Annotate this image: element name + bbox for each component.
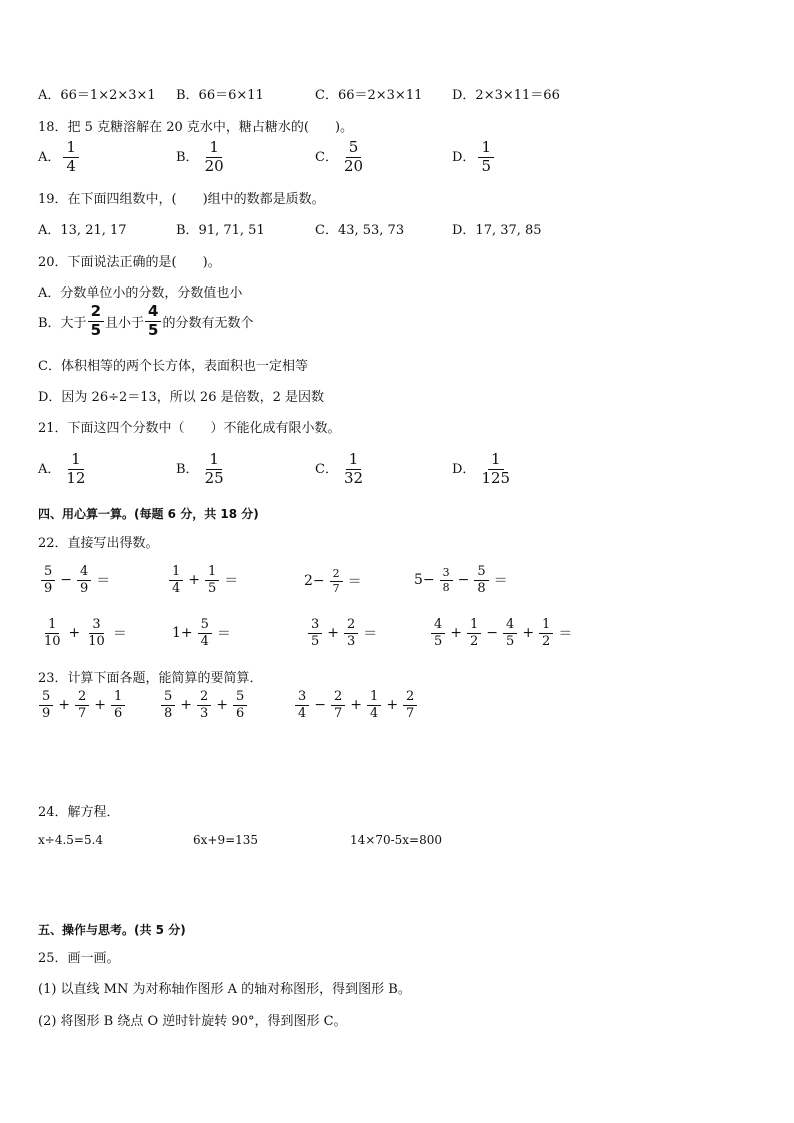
q17-option-b: B．66＝6×11 xyxy=(176,88,264,103)
q19-option-d: D．17, 37, 85 xyxy=(452,223,542,238)
q18-option-b: B． $\frac{1}{20}$ xyxy=(176,138,224,175)
q21-option-d: D． $\frac{1}{125}$ xyxy=(452,450,511,487)
q18-option-d: D． $\frac{1}{5}$ xyxy=(452,140,497,175)
q22-expr-1: $\frac{5}{9}$ − $\frac{4}{9}$ ＝ xyxy=(38,565,112,595)
q24-equation-3: 14×70-5x=800 xyxy=(350,833,443,847)
q22-stem: 22．直接写出得数。 xyxy=(38,536,159,551)
q24-stem: 24．解方程． xyxy=(38,805,120,820)
q19-stem: 19．在下面四组数中，( )组中的数都是质数。 xyxy=(38,192,325,207)
q17-option-a: A．66＝1×2×3×1 xyxy=(38,88,156,103)
q24-equation-2: 6x+9=135 xyxy=(193,833,259,847)
q18-option-a: A． $\frac{1}{4}$ xyxy=(38,140,82,175)
q23-expr-3: $\frac{3}{4}$ − $\frac{2}{7}$ + $\frac{1}{4}$ + $\frac{2}{7}$ xyxy=(292,690,420,720)
section5-heading: 五、操作与思考。(共 5 分) xyxy=(38,923,186,937)
q22-expr-6: 1+ $\frac{5}{4}$ ＝ xyxy=(172,617,231,649)
q20-option-c: C．体积相等的两个长方体，表面积也一定相等 xyxy=(38,359,308,374)
q19-option-a: A．13, 21, 17 xyxy=(38,223,127,238)
q23-expr-1: $\frac{5}{9}$ + $\frac{2}{7}$ + $\frac{1}{6}$ xyxy=(36,690,128,720)
q20-option-a: A．分数单位小的分数，分数值也小 xyxy=(38,286,243,301)
q22-expr-4: 5− $\frac{3}{8}$ − $\frac{5}{8}$ ＝ xyxy=(414,564,508,596)
q21-option-b: B． $\frac{1}{25}$ xyxy=(176,450,224,487)
q22-expr-7: $\frac{3}{5}$ + $\frac{2}{3}$ ＝ xyxy=(305,618,379,648)
q22-expr-3: 2− $\frac{2}{7}$ ＝ xyxy=(304,567,362,595)
q21-stem: 21．下面这四个分数中（ ）不能化成有限小数。 xyxy=(38,421,341,436)
q25-stem: 25．画一画。 xyxy=(38,951,120,966)
q18-option-c: C． $\frac{5}{20}$ xyxy=(315,138,364,175)
q22-expr-5: $\frac{1}{10}$ + $\frac{3}{10}$ ＝ xyxy=(44,617,127,649)
q25-part-1: (1) 以直线 MN 为对称轴作图形 A 的轴对称图形，得到图形 B。 xyxy=(38,982,411,997)
q20-option-b: B．大于 $\frac{2}{5}$ 且小于 $\frac{4}{5}$ 的分数有无数个 xyxy=(38,302,254,339)
q22-expr-8: $\frac{4}{5}$ + $\frac{1}{2}$ − $\frac{4}{5}$ + $\frac{1}{2}$ ＝ xyxy=(428,618,574,648)
q24-equation-1: x÷4.5=5.4 xyxy=(38,833,104,847)
q20-option-d: D．因为 26÷2＝13，所以 26 是倍数，2 是因数 xyxy=(38,390,325,405)
q17-option-d: D．2×3×11＝66 xyxy=(452,88,560,103)
q25-part-2: (2) 将图形 B 绕点 O 逆时针旋转 90°，得到图形 C。 xyxy=(38,1014,347,1029)
q17-option-c: C．66＝2×3×11 xyxy=(315,88,423,103)
q20-stem: 20．下面说法正确的是( )。 xyxy=(38,255,221,270)
q19-option-b: B．91, 71, 51 xyxy=(176,223,265,238)
section4-heading: 四、用心算一算。(每题 6 分，共 18 分) xyxy=(38,507,259,521)
q21-option-c: C． $\frac{1}{32}$ xyxy=(315,450,364,487)
q22-expr-2: $\frac{1}{4}$ + $\frac{1}{5}$ ＝ xyxy=(166,565,240,595)
q23-stem: 23．计算下面各题，能简算的要简算． xyxy=(38,671,263,686)
q21-option-a: A． $\frac{1}{12}$ xyxy=(38,450,86,487)
q23-expr-2: $\frac{5}{8}$ + $\frac{2}{3}$ + $\frac{5}{6}$ xyxy=(158,690,250,720)
q18-stem: 18．把 5 克糖溶解在 20 克水中，糖占糖水的( )。 xyxy=(38,120,354,135)
q19-option-c: C．43, 53, 73 xyxy=(315,223,405,238)
